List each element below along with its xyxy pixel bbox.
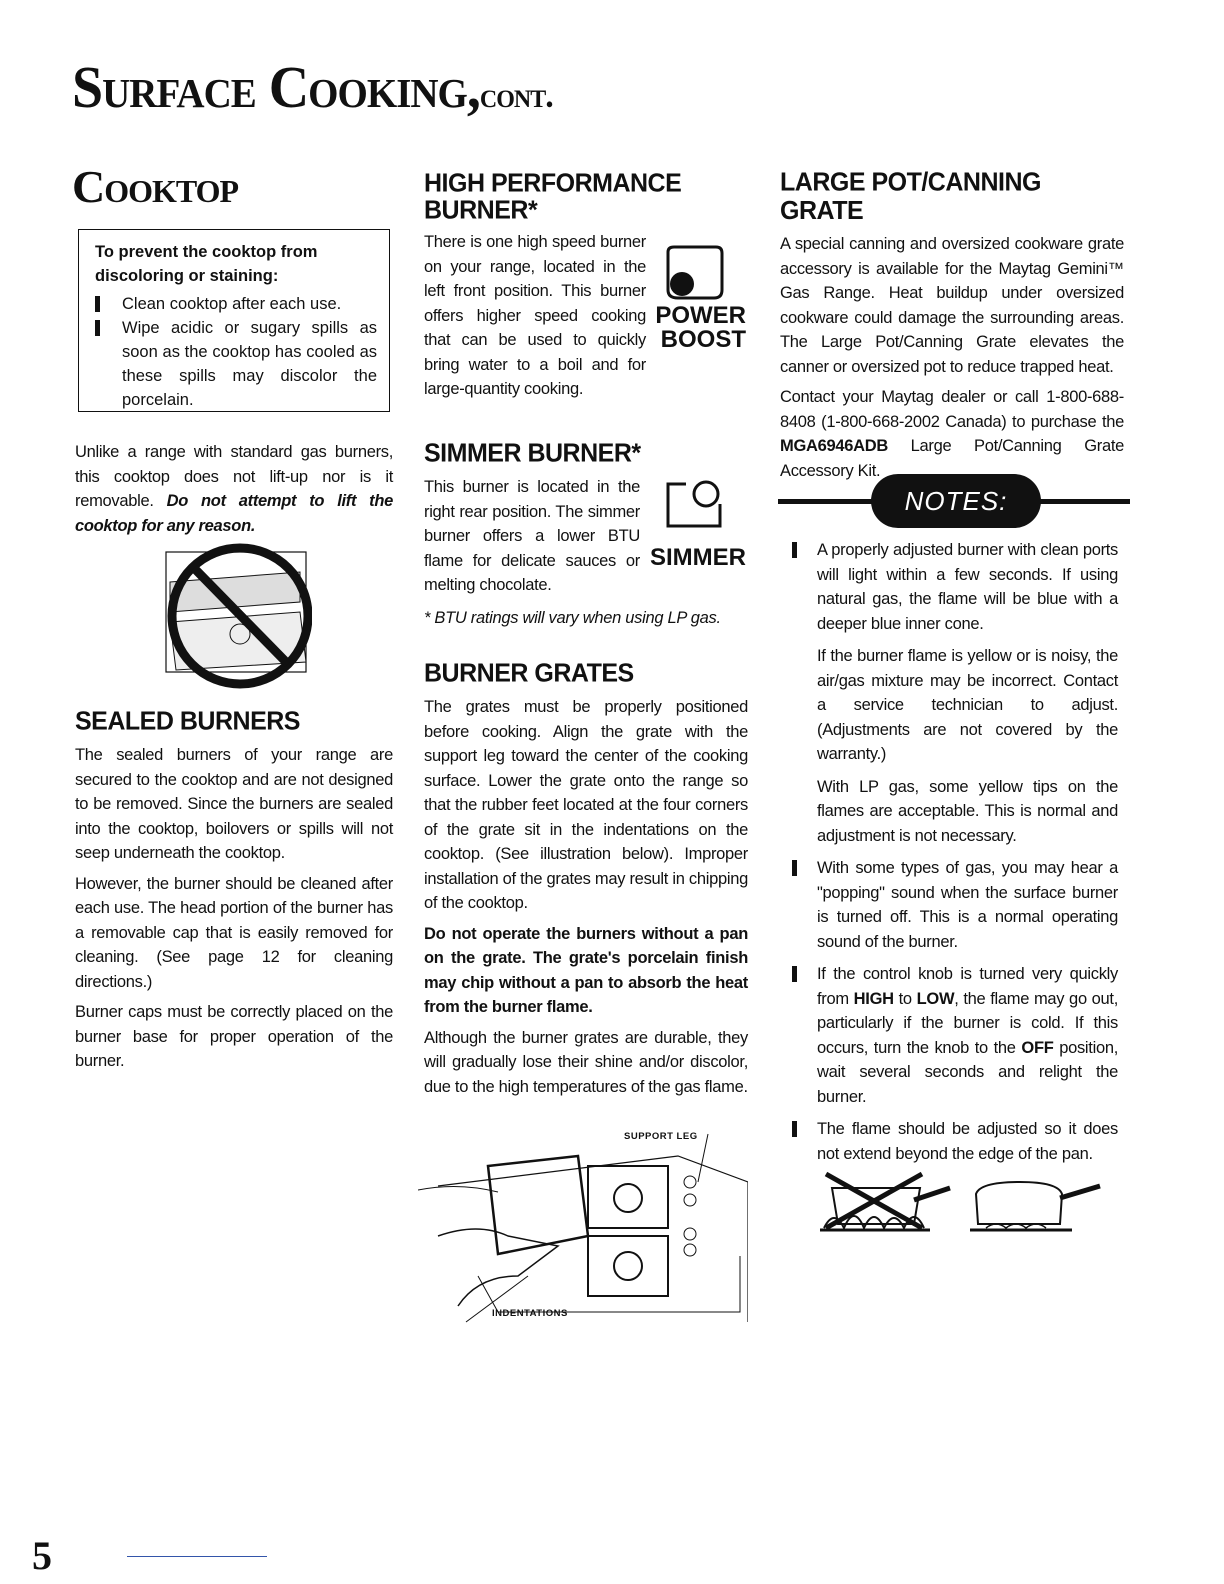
no-lift-cooktop-illustration bbox=[160, 542, 312, 690]
list-item bbox=[792, 856, 1118, 954]
support-leg-label: SUPPORT LEG bbox=[624, 1131, 698, 1142]
hp-heading-line1: HIGH PERFORMANCE bbox=[424, 168, 682, 198]
paragraph: The sealed burners of your range are secured to the cooktop and are not designed to be removed. Since the burners are sealed into the cooktop, boilovers or spills will not seep underneath the cooktop. bbox=[75, 746, 393, 862]
simmer-section bbox=[424, 440, 748, 636]
page-title-main: Surface Cooking, bbox=[72, 55, 480, 121]
grate-installation-illustration bbox=[418, 1126, 748, 1326]
page-title-cont: cont. bbox=[479, 76, 553, 116]
notes-heading: NOTES: bbox=[871, 474, 1041, 528]
paragraph: Although the burner grates are durable, they will gradually lose their shine and/or discolor, due to the high temperatures of the gas flame. bbox=[424, 1028, 748, 1096]
sealed-burners-section bbox=[75, 708, 393, 1080]
cooktop-intro bbox=[75, 440, 393, 544]
notes-list bbox=[792, 538, 1118, 1174]
note-text: If the burner flame is yellow or is noisy, the air/gas mixture may be incorrect. Contact a service technician to adjust. (Adjustments are not covered by the warranty.) bbox=[817, 647, 1118, 763]
tip-box-heading: To prevent the cooktop from discoloring or staining: bbox=[95, 243, 318, 285]
intro-text: Unlike a range with standard gas burners, this cooktop does not lift-up nor is it removable. bbox=[75, 443, 393, 510]
paragraph: Burner caps must be correctly placed on the burner base for proper operation of the burner. bbox=[75, 1003, 393, 1070]
boost-label: BOOST bbox=[660, 326, 746, 353]
list-item bbox=[792, 644, 1118, 767]
low-setting: LOW bbox=[916, 989, 955, 1008]
note-text: position, wait several seconds and relight the burner. bbox=[817, 1038, 1118, 1106]
btu-note: * BTU ratings will vary when using LP gas. bbox=[424, 608, 721, 627]
grates-heading: BURNER GRATES bbox=[424, 658, 634, 688]
paragraph: A special canning and oversized cookware grate accessory is available for the Maytag Gemini™ Gas Range. Heat buildup under oversized cookware could damage the surrounding areas. The Large Pot/Canning Grate elevates the canner or oversized pot to reduce trapped heat. bbox=[780, 235, 1124, 376]
paragraph: The grates must be properly positioned before cooking. Align the grate with the support leg toward the center of the cooking surface. Lower the grate onto the range so that the rubber feet located at the four corners of the grate sit in the indentations on the cooktop. (See illustration below). Improper installation of the grates may result in chipping of the cooktop. bbox=[424, 698, 748, 912]
contact-text-end: Large Pot/Canning Grate Accessory Kit. bbox=[780, 437, 1124, 480]
note-text: A properly adjusted burner with clean ports will light within a few seconds. If using natural gas, the flame will be blue with a deeper blue inner cone. bbox=[817, 541, 1118, 633]
sealed-burners-heading: SEALED BURNERS bbox=[75, 706, 300, 736]
list-item bbox=[792, 538, 1118, 636]
list-item-text: Clean cooktop after each use. bbox=[122, 295, 342, 313]
contact-text: Contact your Maytag dealer or call 1-800-688-8408 (1-800-668-2002 Canada) to purchase the bbox=[780, 388, 1124, 431]
list-item bbox=[792, 775, 1118, 849]
tip-box bbox=[78, 229, 390, 412]
note-text: The flame should be adjusted so it does not extend beyond the edge of the pan. bbox=[817, 1120, 1118, 1163]
paragraph: However, the burner should be cleaned after each use. The head portion of the burner has a removable cap that is easily removed for cleaning. (See page 12 for cleaning directions.) bbox=[75, 874, 393, 991]
indentations-label: INDENTATIONS bbox=[492, 1308, 568, 1319]
page-title bbox=[72, 55, 553, 121]
power-boost-icon bbox=[664, 244, 726, 302]
note-text: to bbox=[898, 989, 912, 1008]
footer-rule bbox=[127, 1556, 267, 1557]
grates-warning: Do not operate the burners without a pan on the grate. The grate's porcelain finish may chip without a pan to absorb the heat from the burner flame. bbox=[424, 924, 748, 1016]
list-item bbox=[95, 292, 377, 316]
note-text: , the flame may go out, particularly if the burner is cold. If this occurs, turn the knob to the bbox=[817, 989, 1118, 1057]
canning-heading: LARGE POT/CANNING GRATE bbox=[780, 167, 1041, 226]
paragraph: There is one high speed burner on your range, located in the left front position. This burner offers higher speed cooking that can be used to quickly bring water to a boil and for large-quantity cooking. bbox=[424, 233, 646, 398]
note-text: With LP gas, some yellow tips on the flames are acceptable. This is normal and adjustment is not necessary. bbox=[817, 777, 1118, 845]
list-item bbox=[792, 962, 1118, 1109]
simmer-icon bbox=[662, 478, 726, 534]
list-item-text: Wipe acidic or sugary spills as soon as the cooktop has cooled as these spills may discolor the porcelain. bbox=[122, 319, 377, 409]
burner-grates-section bbox=[424, 660, 748, 1105]
simmer-label: SIMMER bbox=[650, 544, 746, 571]
power-label: POWER bbox=[655, 302, 746, 329]
model-number: MGA6946ADB bbox=[780, 437, 888, 455]
high-setting: HIGH bbox=[853, 989, 894, 1008]
simmer-heading: SIMMER BURNER* bbox=[424, 438, 641, 468]
intro-warning: Do not attempt to lift the cooktop for any reason. bbox=[75, 492, 393, 535]
hp-heading-line2: BURNER* bbox=[424, 195, 538, 225]
list-item bbox=[95, 316, 377, 412]
off-setting: OFF bbox=[1021, 1038, 1054, 1057]
note-text: If the control knob is turned very quickly from bbox=[817, 965, 1118, 1008]
page-number: 5 bbox=[32, 1533, 52, 1578]
note-text: With some types of gas, you may hear a "popping" sound when the surface burner is turned off. This is a normal operating sound of the burner. bbox=[817, 859, 1118, 951]
canning-grate-section bbox=[780, 167, 1124, 489]
section-title: Cooktop bbox=[72, 161, 239, 212]
paragraph: This burner is located in the right rear position. The simmer burner offers a lower BTU flame for delicate sauces or melting chocolate. bbox=[424, 478, 640, 594]
list-item bbox=[792, 1117, 1118, 1166]
flame-size-illustration bbox=[810, 1164, 1110, 1244]
